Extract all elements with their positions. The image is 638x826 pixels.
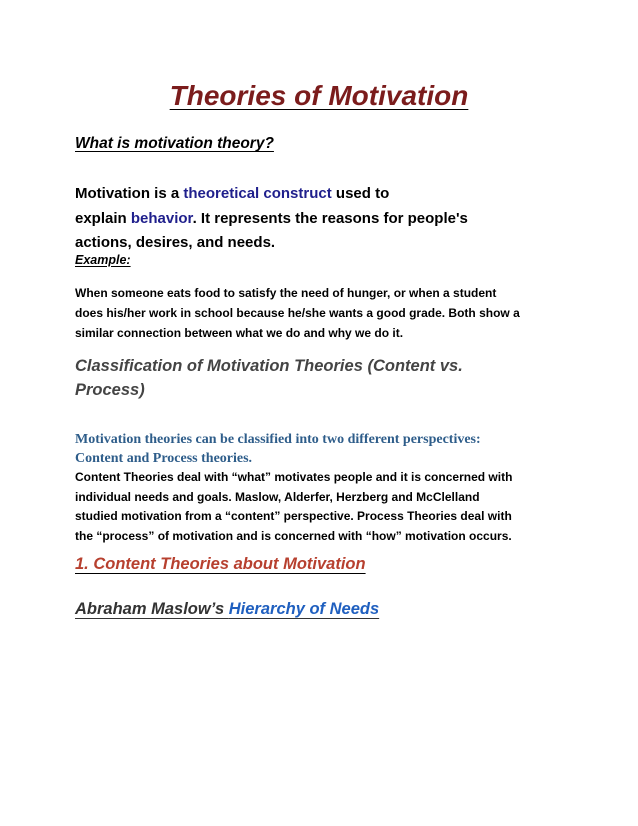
content-process-paragraph: Content Theories deal with “what” motivates people and it is concerned with individual needs and goals. Maslow, Alderfer, Herzberg and McClelland studied motivation from a “content” perspective. Process Theories deal with the “process” of motivation and is concerned with “how” motivation occurs. xyxy=(75,470,513,543)
section-heading-what-is: What is motivation theory? xyxy=(75,135,274,152)
perspectives-paragraph: Motivation theories can be classified into two different perspectives: Content and Process theories. xyxy=(75,432,481,466)
content-theories-heading: 1. Content Theories about Motivation xyxy=(75,555,366,573)
maslow-heading: Abraham Maslow’s Hierarchy of Needs xyxy=(75,600,380,618)
page-title: Theories of Motivation xyxy=(169,80,469,111)
example-paragraph: When someone eats food to satisfy the need of hunger, or when a student does his/her work in school because he/she wants a good grade. Both show a similar connection between what we do and why we do it. xyxy=(75,286,520,340)
term-behavior: behavior xyxy=(130,209,193,227)
hierarchy-of-needs-link[interactable]: Hierarchy of Needs xyxy=(228,600,380,618)
classification-heading: Classification of Motivation Theories (Content vs. Process) xyxy=(75,357,463,399)
term-theoretical-construct: theoretical construct xyxy=(183,185,332,202)
definition-paragraph: Motivation is a theoretical construct used to explain behavior. It represents the reasons for people's actions, desires, and needs. xyxy=(75,185,468,251)
example-label: Example: xyxy=(75,253,131,267)
